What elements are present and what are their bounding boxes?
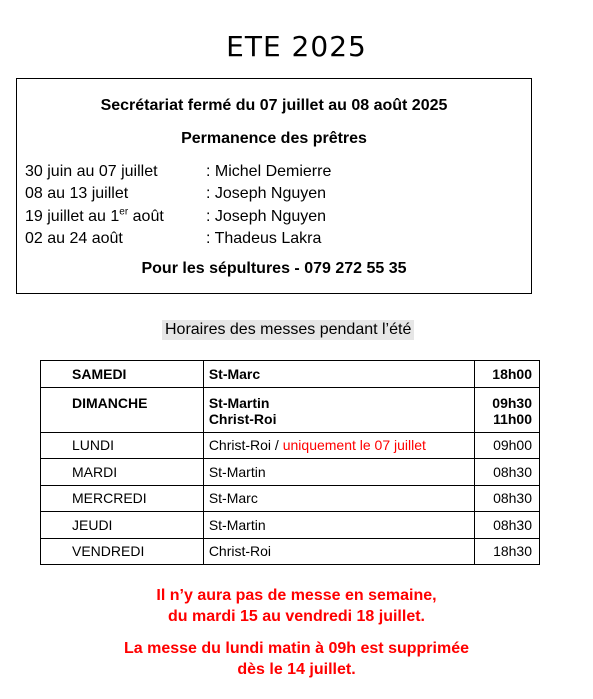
table-row [41,485,540,512]
ordinal-suffix: er [119,206,129,218]
day-cell: JEUDI [41,512,204,539]
time-cell: 18h30 [475,538,540,565]
place-cell: St-Martin [203,512,474,539]
permanence-priest: : Thadeus Lakra [206,229,322,247]
permanence-row [25,228,331,250]
place-text: Christ-Roi / [208,437,283,454]
table-row [41,387,540,432]
notice-monday-mass-cancelled [0,638,593,680]
notice-line: dès le 14 juillet. [237,661,356,678]
place-line: Christ-Roi [208,410,277,427]
day-cell: MARDI [41,459,204,486]
notice-line: Il n’y aura pas de messe en semaine, [156,587,437,604]
place-cell [203,432,474,459]
permanence-priest: : Michel Demierre [206,163,332,180]
permanence-date-end: août [128,207,164,225]
table-row [41,361,540,388]
place-cell: St-Marc [203,485,474,512]
permanence-date: 08 au 13 juillet [25,185,129,203]
day-cell: DIMANCHE [41,387,204,432]
place-cell [203,387,474,432]
notice-line: La messe du lundi matin à 09h est supprimée [124,640,469,657]
permanence-row [25,183,331,205]
notice-no-weekday-mass [0,585,593,627]
table-row [41,538,540,565]
notice-line: du mardi 15 au vendredi 18 juillet. [168,608,425,625]
day-cell: VENDREDI [41,538,204,565]
info-box [16,78,532,294]
sepultures-contact: Pour les sépultures - 079 272 55 35 [141,260,407,277]
time-line: 11h00 [493,410,532,427]
time-cell: 08h30 [475,512,540,539]
page-title: ETE 2025 [226,30,367,63]
permanence-date [25,206,206,228]
place-cell: Christ-Roi [203,538,474,565]
permanence-priest: : Joseph Nguyen [206,185,327,203]
time-cell: 08h30 [475,459,540,486]
time-line: 09h30 [492,394,532,411]
day-cell: MERCREDI [41,485,204,512]
permanence-priest: : Joseph Nguyen [206,207,327,225]
mass-schedule-table [40,360,540,565]
secretariat-notice: Secrétariat fermé du 07 juillet au 08 août 2025 [100,97,448,114]
table-row [41,512,540,539]
permanence-heading: Permanence des prêtres [181,130,367,147]
place-note: uniquement le 07 juillet [282,437,426,454]
place-cell: St-Martin [203,459,474,486]
permanence-date: 30 juin au 07 juillet [25,163,158,180]
permanence-row [25,161,331,183]
day-cell: SAMEDI [41,361,204,388]
time-cell: 08h30 [475,485,540,512]
time-cell: 09h00 [475,432,540,459]
permanence-list [25,161,331,250]
table-row [41,459,540,486]
time-cell [475,387,540,432]
day-cell: LUNDI [41,432,204,459]
place-line: St-Martin [208,394,270,411]
permanence-date: 02 au 24 août [25,229,123,247]
time-cell: 18h00 [475,361,540,388]
permanence-row [25,206,331,228]
schedule-heading: Horaires des messes pendant l’été [162,320,414,340]
place-cell: St-Marc [203,361,474,388]
table-row [41,432,540,459]
permanence-date-start: 19 juillet au 1 [25,207,120,225]
